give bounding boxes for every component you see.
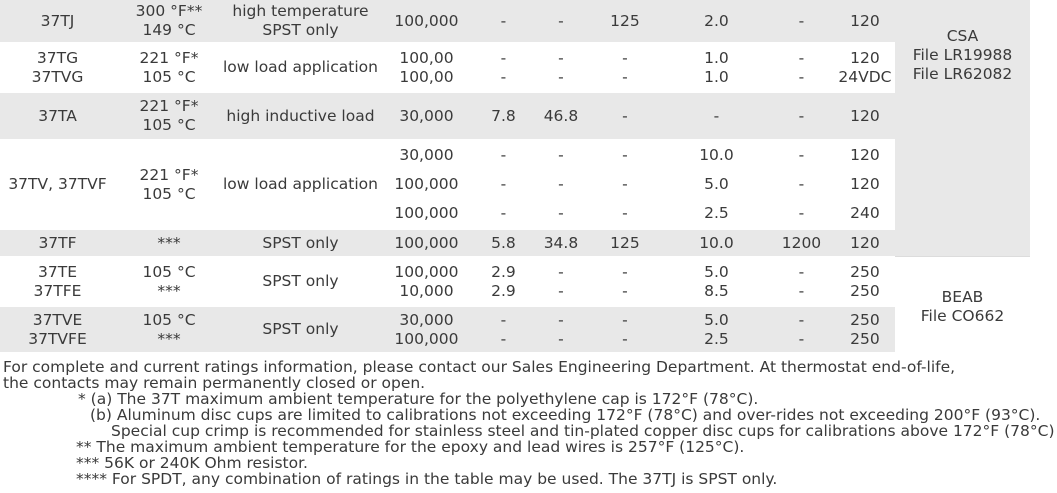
table-row	[0, 93, 900, 141]
cell-line: -	[622, 175, 628, 193]
model-cell	[0, 44, 115, 93]
cell-line: ***	[157, 233, 181, 252]
cell-line: -	[622, 106, 628, 125]
cell-line: 221 °F*	[139, 165, 199, 184]
cell-line: high temperature	[232, 2, 369, 20]
cell-line: 24VDC	[838, 67, 892, 86]
cell-line: -	[558, 204, 564, 222]
cell-line: -	[798, 175, 805, 193]
agency-csa-line: CSA	[946, 27, 979, 45]
resistive-amps-cell	[660, 307, 773, 354]
cell-line: 120	[850, 146, 880, 164]
va-cell	[590, 258, 660, 307]
cell-line: 250	[850, 310, 880, 329]
cell-line: SPST only	[262, 21, 339, 39]
inductive-amps-cell	[475, 93, 532, 141]
va-cell	[590, 44, 660, 93]
cell-line: 1200	[781, 233, 822, 252]
model-cell	[0, 141, 115, 230]
cell-line: -	[622, 329, 628, 348]
cell-line: -	[558, 262, 564, 281]
note-line: **** For SPDT, any combination of ratings in the table may be used. The 37TJ is SPST only.	[76, 470, 778, 488]
application-cell	[223, 93, 378, 141]
cycles-cell	[378, 307, 475, 354]
note-line: ** The maximum ambient temperature for the epoxy and lead wires is 257°F (125°C).	[76, 438, 745, 456]
cell-line: 7.8	[491, 106, 516, 125]
cell-line: SPST only	[262, 233, 339, 252]
cell-line: 37TE	[38, 262, 77, 281]
cell-line: -	[558, 281, 564, 300]
cell-line: 37TA	[38, 106, 77, 125]
model-cell	[0, 307, 115, 354]
cell-line: -	[622, 146, 628, 164]
temperature-cell	[115, 141, 223, 230]
cell-line: 100,00	[399, 48, 454, 67]
cell-line: SPST only	[262, 272, 339, 290]
cell-line: 149 °C	[142, 21, 196, 39]
temperature-cell	[115, 307, 223, 354]
cell-line: 5.0	[704, 310, 729, 329]
table-row	[0, 0, 900, 44]
table-row	[0, 44, 900, 93]
agency-beab-line: File CO662	[920, 307, 1005, 325]
footnotes	[3, 359, 1053, 487]
cell-line: 37TV, 37TVF	[8, 175, 107, 193]
cell-line: -	[798, 48, 805, 67]
table-row	[0, 258, 900, 307]
cell-line: 2.5	[704, 204, 729, 222]
cell-line: 120	[850, 233, 880, 252]
resistive-amps-cell	[660, 0, 773, 44]
cell-line: 46.8	[543, 106, 579, 125]
cell-line: 10.0	[699, 146, 734, 164]
watts-cell	[773, 141, 830, 230]
agency-beab-line: BEAB	[941, 288, 984, 306]
agency-csa-line: File LR62082	[912, 65, 1013, 83]
cell-line: 221 °F*	[139, 97, 199, 115]
cell-line: ***	[157, 281, 181, 300]
inductive-amps-cell	[475, 258, 532, 307]
cycles-cell	[378, 44, 475, 93]
cell-line: -	[500, 175, 507, 193]
cell-line: -	[798, 11, 805, 30]
inductive-amps-cell	[475, 44, 532, 93]
volts-cell	[830, 93, 900, 141]
cell-line: 240	[850, 204, 880, 222]
cell-line: 100,000	[394, 11, 459, 30]
cell-line: -	[622, 204, 628, 222]
agency-csa-line: File LR19988	[912, 46, 1013, 64]
cell-line: -	[798, 310, 805, 329]
cell-line: 250	[850, 262, 880, 281]
cell-line: 125	[610, 11, 640, 30]
application-cell	[223, 307, 378, 354]
cell-line: 37TFE	[33, 281, 82, 300]
volts-cell	[830, 307, 900, 354]
cell-line: -	[558, 310, 564, 329]
application-cell	[223, 0, 378, 44]
va-cell	[590, 0, 660, 44]
cell-line: low load application	[223, 58, 378, 76]
temperature-cell	[115, 0, 223, 44]
watts-cell	[773, 258, 830, 307]
cycles-cell	[378, 0, 475, 44]
resistive-amps-cell	[660, 44, 773, 93]
cell-line: 5.0	[704, 175, 729, 193]
cell-line: 100,000	[394, 262, 459, 281]
inductive-amps-cell	[475, 307, 532, 354]
locked-rotor-amps-cell	[532, 0, 590, 44]
cell-line: -	[558, 329, 564, 348]
model-cell	[0, 230, 115, 258]
cell-line: 5.0	[704, 262, 729, 281]
cell-line: -	[622, 281, 628, 300]
cell-line: -	[798, 146, 805, 164]
cell-line: 100,000	[394, 233, 459, 252]
note-line: For complete and current ratings information, please contact our Sales Engineering Department. At thermostat end-of-life,	[3, 358, 956, 376]
cell-line: 30,000	[399, 146, 454, 164]
cell-line: 37TJ	[40, 11, 75, 30]
cell-line: -	[622, 262, 628, 281]
cell-line: 105 °C	[142, 310, 196, 329]
volts-cell	[830, 230, 900, 258]
watts-cell	[773, 230, 830, 258]
cell-line: -	[622, 48, 628, 67]
cell-line: -	[558, 175, 564, 193]
cell-line: 1.0	[704, 67, 729, 86]
cell-line: -	[558, 67, 564, 86]
cell-line: 105 °C	[142, 67, 196, 86]
cell-line: 100,00	[399, 67, 454, 86]
cycles-cell	[378, 93, 475, 141]
volts-cell	[830, 44, 900, 93]
inductive-amps-cell	[475, 0, 532, 44]
cell-line: 37TG	[36, 48, 79, 67]
cell-line: 8.5	[704, 281, 729, 300]
cell-line: 105 °C	[142, 262, 196, 281]
temperature-cell	[115, 44, 223, 93]
cell-line: 120	[850, 48, 880, 67]
cell-line: SPST only	[262, 320, 339, 338]
cell-line: -	[500, 329, 507, 348]
cell-line: 250	[850, 329, 880, 348]
cell-line: -	[500, 11, 507, 30]
cell-line: -	[798, 329, 805, 348]
model-cell	[0, 258, 115, 307]
cycles-cell	[378, 141, 475, 230]
resistive-amps-cell	[660, 230, 773, 258]
resistive-amps-cell	[660, 93, 773, 141]
cell-line: -	[713, 106, 720, 125]
note-line: Special cup crimp is recommended for stainless steel and tin-plated copper disc cups for calibrations above 172°F (78°C)	[111, 422, 1055, 440]
note-line: (b) Aluminum disc cups are limited to calibrations not exceeding 172°F (78°C) and over-rides not exceeding 200°F (93°C).	[90, 406, 1041, 424]
locked-rotor-amps-cell	[532, 44, 590, 93]
locked-rotor-amps-cell	[532, 307, 590, 354]
cell-line: -	[558, 48, 564, 67]
inductive-amps-cell	[475, 230, 532, 258]
cell-line: 1.0	[704, 48, 729, 67]
cell-line: 37TVG	[31, 67, 84, 86]
cell-line: 125	[610, 233, 640, 252]
note-line: * (a) The 37T maximum ambient temperature for the polyethylene cap is 172°F (78°C).	[78, 390, 759, 408]
table-row	[0, 141, 900, 230]
cell-line: 10.0	[699, 233, 734, 252]
cell-line: -	[500, 48, 507, 67]
cell-line: -	[500, 204, 507, 222]
cell-line: -	[798, 67, 805, 86]
cell-line: 2.5	[704, 329, 729, 348]
watts-cell	[773, 93, 830, 141]
cell-line: -	[798, 106, 805, 125]
table-row	[0, 307, 900, 354]
resistive-amps-cell	[660, 141, 773, 230]
cell-line: -	[622, 310, 628, 329]
application-cell	[223, 141, 378, 230]
cycles-cell	[378, 258, 475, 307]
cell-line: high inductive load	[226, 106, 375, 125]
locked-rotor-amps-cell	[532, 141, 590, 230]
inductive-amps-cell	[475, 141, 532, 230]
cell-line: -	[798, 262, 805, 281]
cell-line: -	[798, 281, 805, 300]
cell-line: 34.8	[543, 233, 579, 252]
volts-cell	[830, 0, 900, 44]
cell-line: -	[798, 204, 805, 222]
cell-line: -	[622, 67, 628, 86]
cell-line: 2.9	[491, 262, 516, 281]
cell-line: -	[558, 11, 564, 30]
cell-line: 105 °C	[142, 184, 196, 203]
cell-line: 5.8	[491, 233, 516, 252]
temperature-cell	[115, 258, 223, 307]
cell-line: 37TVE	[32, 310, 83, 329]
cell-line: -	[500, 67, 507, 86]
cell-line: 2.0	[704, 11, 729, 30]
resistive-amps-cell	[660, 258, 773, 307]
cell-line: 250	[850, 281, 880, 300]
cell-line: -	[558, 146, 564, 164]
cell-line: ***	[157, 329, 181, 348]
cell-line: 30,000	[399, 310, 454, 329]
application-cell	[223, 258, 378, 307]
cell-line: 120	[850, 175, 880, 193]
cell-line: 100,000	[394, 204, 459, 222]
note-line: the contacts may remain permanently closed or open.	[3, 374, 426, 392]
cell-line: 37TF	[38, 233, 77, 252]
cell-line: 100,000	[394, 329, 459, 348]
application-cell	[223, 44, 378, 93]
volts-cell	[830, 141, 900, 230]
va-cell	[590, 93, 660, 141]
cell-line: 2.9	[491, 281, 516, 300]
cycles-cell	[378, 230, 475, 258]
volts-cell	[830, 258, 900, 307]
watts-cell	[773, 44, 830, 93]
locked-rotor-amps-cell	[532, 93, 590, 141]
watts-cell	[773, 307, 830, 354]
agency-csa	[895, 27, 1030, 84]
va-cell	[590, 230, 660, 258]
cell-line: 300 °F**	[135, 2, 203, 20]
locked-rotor-amps-cell	[532, 258, 590, 307]
cell-line: 105 °C	[142, 116, 196, 134]
model-cell	[0, 0, 115, 44]
va-cell	[590, 141, 660, 230]
cell-line: 100,000	[394, 175, 459, 193]
agency-beab	[895, 288, 1030, 326]
temperature-cell	[115, 93, 223, 141]
cell-line: 120	[850, 106, 880, 125]
watts-cell	[773, 0, 830, 44]
application-cell	[223, 230, 378, 258]
cell-line: -	[500, 146, 507, 164]
locked-rotor-amps-cell	[532, 230, 590, 258]
cell-line: 30,000	[399, 106, 454, 125]
cell-line: -	[500, 310, 507, 329]
cell-line: low load application	[223, 175, 378, 193]
cell-line: 37TVFE	[28, 329, 87, 348]
temperature-cell	[115, 230, 223, 258]
cell-line: 221 °F*	[139, 48, 199, 67]
cell-line: 120	[850, 11, 880, 30]
note-line: *** 56K or 240K Ohm resistor.	[76, 454, 308, 472]
model-cell	[0, 93, 115, 141]
cell-line: 10,000	[399, 281, 454, 300]
table-row	[0, 230, 900, 258]
va-cell	[590, 307, 660, 354]
